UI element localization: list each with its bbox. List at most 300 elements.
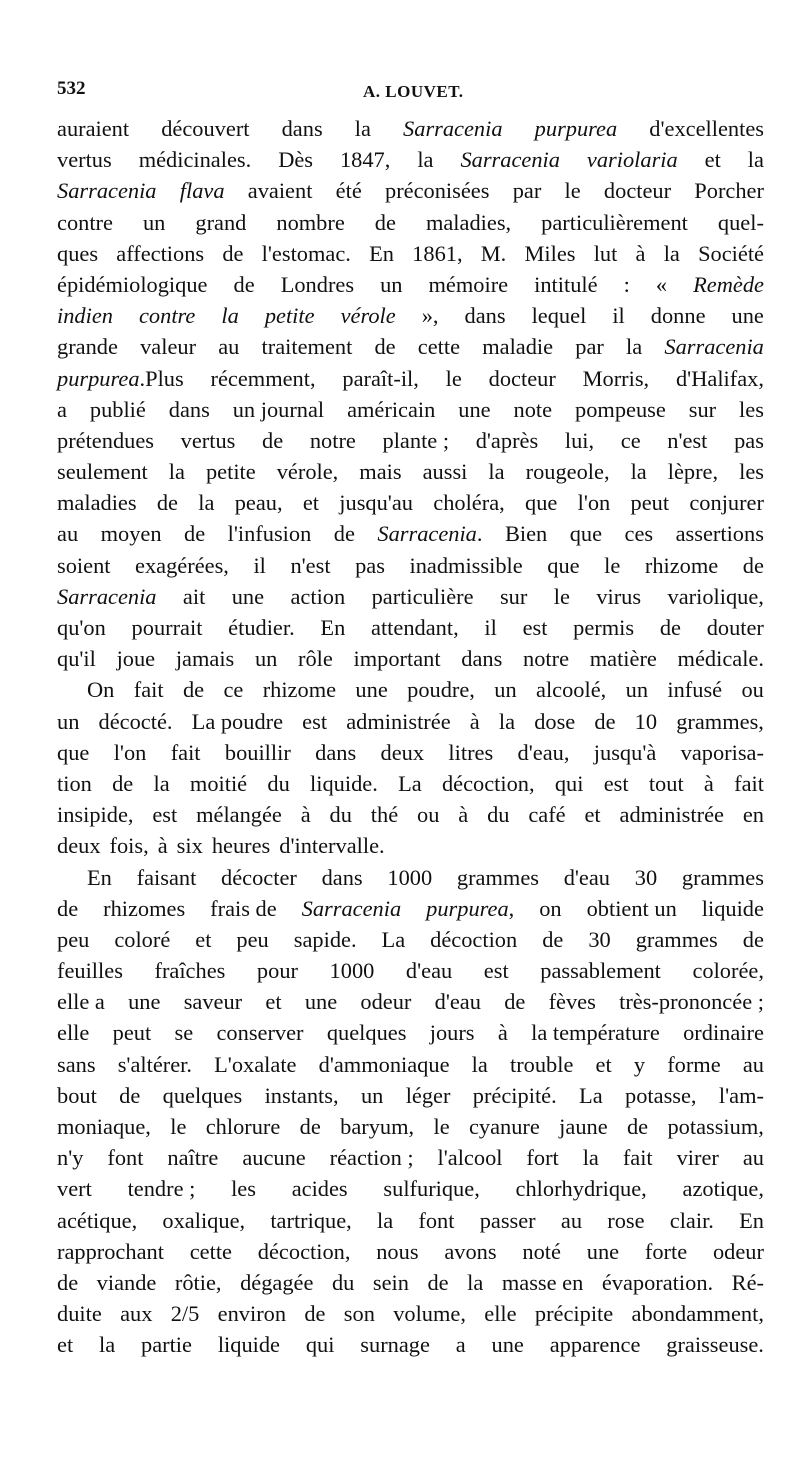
word: Sarracenia [460,147,560,173]
word: nombre [276,209,345,235]
word: peau, [234,490,283,516]
word: fait [734,770,764,796]
word: une [128,989,161,1015]
word: cette [189,1238,232,1264]
word: le [564,178,581,204]
word: flava [179,178,225,204]
word: l'alcool [437,1145,503,1171]
word: de [222,240,244,266]
word: et [584,802,601,828]
word: à [300,802,311,828]
word: auraient [57,116,130,141]
word: chlorhydrique, [515,1176,647,1202]
word: sein [372,1269,409,1295]
word: et [704,147,721,173]
word: ces [624,521,654,547]
text-line [57,518,764,549]
word: mais [359,459,402,485]
word: fait [170,739,201,765]
word: litres [448,739,494,765]
word: tendre ; [127,1176,196,1202]
text-line [57,674,764,705]
word: une [731,303,764,329]
word: une [491,1332,524,1358]
word: mémoire [428,271,509,297]
word: d'eau [563,864,611,890]
word: été [335,178,362,204]
text-line [57,1111,764,1142]
word: vert [57,1176,92,1202]
word: alcoolé, [536,677,607,703]
text-line [57,862,764,893]
word: réaction ; [329,1145,414,1171]
word: dose [534,708,576,734]
word: décocté. [98,708,173,734]
word: la [467,1269,484,1295]
word: de [542,926,564,952]
text-line [57,1173,764,1204]
word: lut [593,240,618,266]
word: ordinaire [683,1020,764,1046]
word: fèves [548,989,596,1015]
word: l'am- [718,1082,764,1108]
word: aussi [422,459,468,485]
word: a [455,1332,466,1358]
word: tion [57,770,92,796]
word: un [625,677,649,703]
word: le [433,1114,450,1139]
word: Londres [280,271,355,297]
text-line [57,175,764,206]
word: font [418,1207,455,1233]
word: liquide [217,1332,280,1358]
word: assertions [675,521,764,547]
word: important [353,646,441,672]
text-line [57,986,764,1017]
word: est [522,615,548,640]
word: clair. [669,1207,714,1233]
word: d'ammoniaque [318,1051,450,1077]
text-line [57,456,764,487]
word: à [157,833,168,859]
word: les [739,459,764,485]
word: acides [291,1176,348,1202]
word: dans [315,739,357,765]
word: du [331,1269,355,1295]
word: rhizomes [103,895,186,921]
word: forte [644,1238,688,1264]
word: jusqu'à [593,739,657,765]
word: viande [96,1269,157,1295]
word: est [603,770,629,796]
text-line [57,425,764,456]
word: surnage [360,1332,430,1358]
word: la [221,303,239,329]
word: En [87,864,112,890]
word: décocter [221,864,297,890]
word: donne [650,303,706,329]
word: pas [734,427,764,453]
word: jours [429,1020,475,1046]
word: de [742,926,764,952]
word: un journal [232,396,325,422]
text-line [57,300,764,331]
word: obtient un [586,895,677,921]
word: moyen [100,521,162,547]
word: un [360,1082,384,1108]
word: grand [195,209,247,235]
word: et [302,490,320,516]
word: la [630,459,647,485]
word: pas [355,552,385,578]
text-line [57,1142,764,1173]
word: une [355,677,388,703]
word: M. [480,240,507,266]
word: infusé [667,677,723,703]
word: odeur [712,1238,764,1264]
word: ou [741,677,764,703]
word: le [170,1114,187,1139]
body-text [57,113,764,1361]
word: et [265,989,282,1015]
word: décoction [430,926,518,952]
word: intitulé [534,271,598,297]
word: sapide. [293,926,357,952]
word: un [142,209,166,235]
word: conserver [216,1020,304,1046]
text-line [57,1205,764,1236]
word: virus [596,583,642,609]
word: moitié [189,770,248,796]
text-line [57,1298,764,1329]
word: La [398,770,422,796]
word: douter [706,615,764,640]
word: 10 [634,708,658,734]
word: publié [89,396,146,422]
word: un [57,708,80,734]
word: particulière [371,583,474,609]
word: de [333,521,355,547]
word: colorée, [692,958,764,984]
word: médicinales. [138,147,252,173]
word: soient [57,552,111,578]
word: sur [688,396,717,422]
word: y [633,1051,646,1077]
word: duite [57,1301,102,1327]
word: d'excellentes [649,116,764,141]
word: abondamment, [631,1301,764,1327]
word: rapprochant [57,1238,164,1264]
word: contre [138,303,196,329]
word: 1000 [329,958,375,984]
word: de [184,521,206,547]
word: très-prononcée ; [619,989,764,1015]
word: à [703,770,714,796]
word: exagérées, [135,552,229,578]
word: nous [376,1238,419,1264]
word: avons [444,1238,497,1264]
word: en [742,802,764,828]
word: moniaque, [57,1114,151,1139]
word: une [304,989,338,1015]
word: lèpre, [667,459,719,485]
word: 1861, [412,240,463,266]
running-head: A. LOUVET. [363,82,464,101]
word: d'après [475,427,539,453]
word: saveur [183,989,243,1015]
word: les [739,396,764,422]
page-header [57,78,764,108]
word: au [218,334,240,360]
word: dans [168,396,210,422]
word: n'y [57,1145,84,1171]
word: la [198,490,215,516]
word: la [626,334,643,360]
word: vérole, [276,459,339,485]
word: 1000 [387,864,433,890]
text-line [57,893,764,924]
word: purpurea, [426,895,515,921]
word: bout [57,1082,97,1108]
word: font [107,1145,144,1171]
word: vertus [180,427,236,453]
word: épidémiologique [57,271,208,297]
word: il [253,552,266,578]
word: paraît-il, [342,365,419,391]
word: café [528,802,566,828]
text-line [57,550,764,581]
word: à [635,240,646,266]
word: variolique, [667,583,764,609]
word: Sarracenia [301,895,402,921]
word: plante ; [382,427,450,453]
word: ou [417,802,440,828]
word: de [594,708,616,734]
word: que [525,490,558,516]
word: la [417,147,434,173]
word: au [57,521,79,547]
page-number: 532 [57,78,86,99]
word: tartrique, [270,1207,352,1233]
word: traitement [261,334,353,360]
word: heures [211,833,271,859]
word: rôtie, [174,1269,222,1295]
word: chlorure [205,1114,281,1139]
word: environ [217,1301,287,1327]
word: du [267,770,290,796]
word: frais de [210,895,277,921]
word: tout [648,770,684,796]
word: docteur [488,365,556,391]
word: lui, [564,427,595,453]
word: La poudre [191,708,284,734]
word: indien [57,303,113,329]
word: d'eau [405,958,453,984]
word: maladies, [425,209,512,235]
word: est [302,708,328,734]
word: se [174,1020,194,1046]
word: jamais [175,646,235,672]
word: de [374,334,396,360]
word: docteur [603,178,672,204]
word: poudre, [407,677,475,703]
word: la [354,116,371,141]
word: Ré- [731,1269,764,1295]
word: ce [223,677,244,703]
word: Société [698,240,764,266]
word: instants, [264,1082,339,1108]
word: acétique, [57,1207,138,1233]
word: qu'on [57,615,106,640]
word: administrée [619,802,724,828]
word: que [547,552,580,578]
word: volume, [393,1301,466,1327]
word: deux [57,833,101,859]
text-line [57,331,764,362]
text-line [57,269,764,300]
word: variolaria [586,147,678,173]
word: la température [531,1020,660,1046]
word: pourrait [131,615,203,640]
word: qui [554,770,584,796]
word: a [57,396,67,422]
word: son [343,1301,375,1327]
word: notre [309,427,356,453]
word: choléra, [433,490,505,516]
word: masse en [501,1269,584,1295]
word: les [231,1176,256,1202]
word: Sarracenia [403,116,503,141]
word: virer [676,1145,719,1171]
word: On [87,677,115,703]
word: vaporisa- [680,739,764,765]
word: purpurea.Plus [57,365,184,391]
word: ait [182,583,206,609]
word: grammes [635,926,718,952]
word: potasse, [625,1082,697,1108]
word: l'infusion [227,521,312,547]
text-line [57,487,764,518]
word: purpurea [534,116,618,141]
text-line [57,924,764,955]
word: que [57,739,90,765]
word: américain [347,396,436,422]
word: de [156,490,178,516]
word: faisant [136,864,197,890]
word: bouillir [224,739,291,765]
word: étudier. [228,615,295,640]
word: n'est [290,552,331,578]
word: jusqu'au [339,490,413,516]
word: léger [405,1082,451,1108]
word: quelques [326,1020,407,1046]
text-line [57,1236,764,1267]
word: valeur [140,334,197,360]
word: un [254,646,278,672]
word: affections [116,240,205,266]
word: et [195,926,212,952]
word: dans [461,646,503,672]
text-line [57,768,764,799]
word: Sarracenia [57,583,157,609]
word: attendant, [371,615,459,640]
word: de [262,427,284,453]
word: la [153,770,170,796]
word: forme [667,1051,721,1077]
word: de [182,677,205,703]
word: peut [112,1020,152,1046]
word: de [233,271,255,297]
word: on [539,895,562,921]
word: de [57,1269,79,1295]
word: de [626,1114,649,1139]
text-line [57,144,764,175]
word: aux [120,1301,153,1327]
word: que [569,521,603,547]
text-line [57,799,764,830]
word: le [445,365,462,391]
word: l'on [113,739,147,765]
word: à [458,802,469,828]
word: de [427,1269,449,1295]
word: peu [57,926,90,952]
word: prétendues [57,427,154,453]
word: ques [57,240,99,266]
word: seulement [57,459,148,485]
word: fraîches [154,958,226,984]
word: la [663,240,680,266]
word: insipide, [57,802,134,828]
word: de [57,895,79,921]
word: une [231,583,265,609]
word: il [484,615,497,640]
word: La [381,926,406,952]
text-line [57,612,764,643]
word: à [497,1020,508,1046]
word: sulfurique, [383,1176,480,1202]
word: de [304,1301,326,1327]
text-line [57,955,764,986]
word: grammes [681,864,764,890]
word: et [57,1332,74,1358]
word: action [290,583,346,609]
word: aucune [242,1145,306,1171]
word: lequel [531,303,587,329]
word: ce [620,427,641,453]
word: il [612,303,625,329]
word: au [560,1207,583,1233]
word: particulièrement [541,209,688,235]
word: 30 [588,926,611,952]
text-line [57,113,764,144]
word: précipité. [472,1082,557,1108]
word: Dès [278,147,314,173]
word: notre [523,646,570,672]
word: naître [167,1145,219,1171]
word: qu'il [57,646,96,672]
word: de [299,1114,321,1139]
word: permis [573,615,635,640]
word: inadmissible [409,552,523,578]
word: d'intervalle. [279,833,385,859]
word: L'oxalate [214,1051,297,1077]
word: la [377,1207,394,1233]
word: 1847, [339,147,391,173]
word: la [168,459,185,485]
word: fois, [109,833,149,859]
word: petite [264,303,315,329]
word: du [329,802,352,828]
